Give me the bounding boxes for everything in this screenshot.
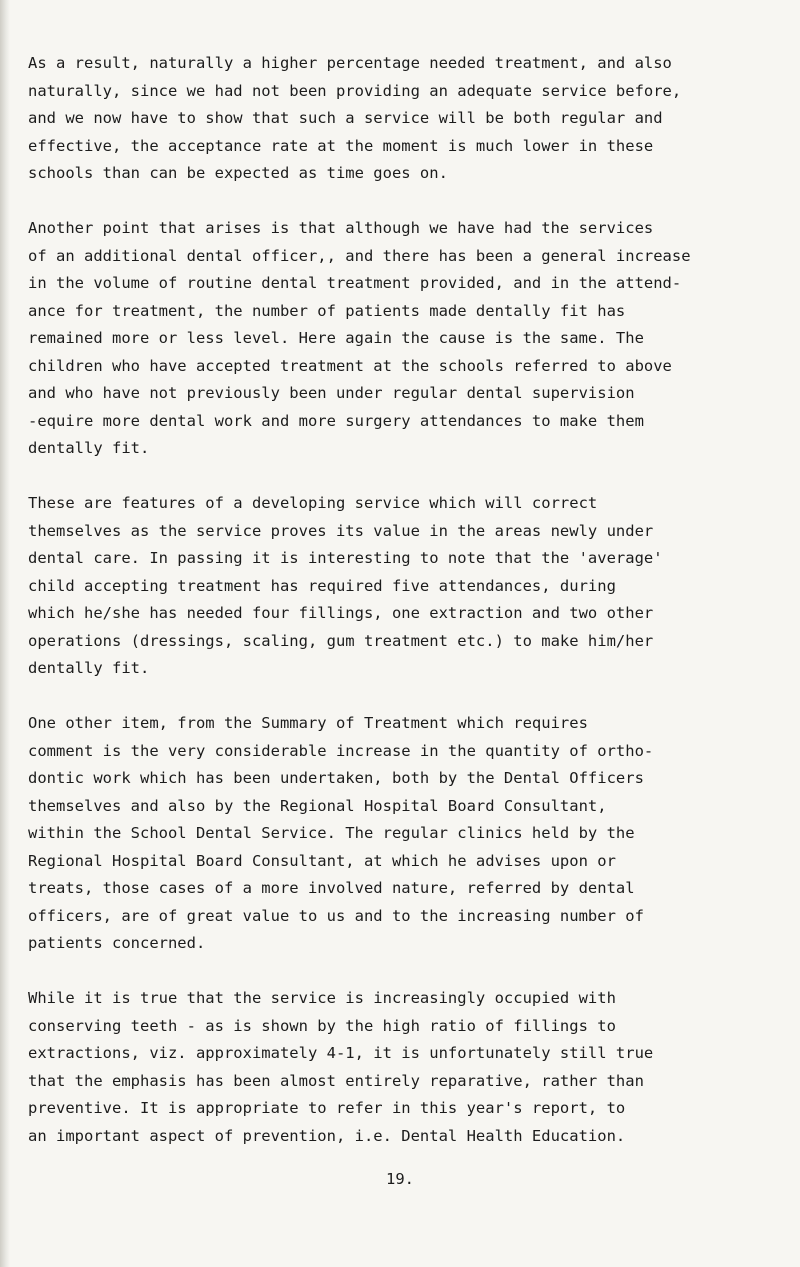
text-line: One other item, from the Summary of Treatment which requires [28,714,588,732]
text-line: child accepting treatment has required five attendances, during [28,576,616,595]
paragraph-3 [28,490,778,683]
text-line: themselves and also by the Regional Hospital Board Consultant, [28,796,607,815]
text-line: effective, the acceptance rate at the moment is much lower in these [28,136,654,155]
text-line: conserving teeth - as is shown by the high ratio of fillings to [28,1016,616,1035]
text-line: dontic work which has been undertaken, both by the Dental Officers [28,769,644,787]
text-line: These are features of a developing service which will correct [28,494,598,512]
text-line: comment is the very considerable increase in the quantity of ortho- [28,741,654,760]
body-text [28,50,778,1178]
text-line: patients concerned. [28,934,206,952]
text-line: in the volume of routine dental treatment provided, and in the attend- [28,274,682,292]
text-line: and who have not previously been under regular dental supervision [28,384,635,402]
text-line: schools than can be expected as time goes on. [28,164,448,182]
text-line: remained more or less level. Here again the cause is the same. The [28,329,644,347]
text-line: officers, are of great value to us and to the increasing number of [28,906,644,925]
text-line: ance for treatment, the number of patients made dentally fit has [28,301,626,320]
text-line: Another point that arises is that although we have had the services [28,219,654,237]
text-line: operations (dressings, scaling, gum treatment etc.) to make him/her [28,631,654,650]
paragraph-4 [28,710,778,958]
text-line: treats, those cases of a more involved nature, referred by dental [28,879,635,897]
text-line: themselves as the service proves its value in the areas newly under [28,521,654,540]
text-line: dentally fit. [28,439,150,457]
text-line: -equire more dental work and more surgery attendances to make them [28,411,644,430]
text-line: naturally, since we had not been providing an adequate service before, [28,81,682,100]
page-number: 19. [386,1170,414,1188]
text-line: preventive. It is appropriate to refer in this year's report, to [28,1099,626,1117]
text-line: dental care. In passing it is interesting to note that the 'average' [28,549,663,567]
text-line: Regional Hospital Board Consultant, at which he advises upon or [28,851,616,870]
text-line: that the emphasis has been almost entirely reparative, rather than [28,1071,644,1090]
text-line: As a result, naturally a higher percentage needed treatment, and also [28,54,672,72]
paragraph-2 [28,215,778,463]
page-binding-edge [0,0,10,1267]
text-line: children who have accepted treatment at the schools referred to above [28,356,672,375]
paragraph-1 [28,50,778,188]
text-line: and we now have to show that such a service will be both regular and [28,109,663,127]
text-line: within the School Dental Service. The regular clinics held by the [28,824,635,842]
text-line: While it is true that the service is increasingly occupied with [28,989,616,1007]
text-line: of an additional dental officer,, and there has been a general increase [28,246,691,265]
text-line: an important aspect of prevention, i.e. Dental Health Education. [28,1126,626,1145]
text-line: dentally fit. [28,659,150,677]
text-line: which he/she has needed four fillings, one extraction and two other [28,604,654,622]
paragraph-5 [28,985,778,1150]
text-line: extractions, viz. approximately 4-1, it is unfortunately still true [28,1044,654,1062]
